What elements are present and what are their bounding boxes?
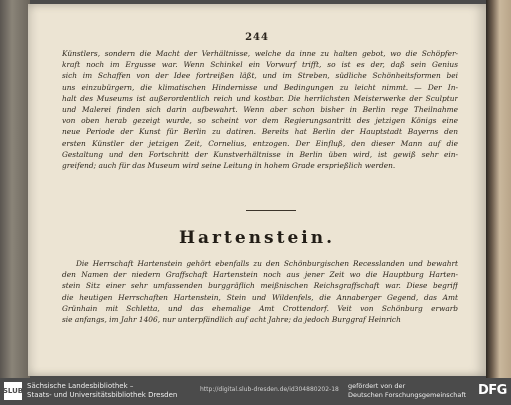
library-line-1: Sächsische Landesbibliothek – xyxy=(27,382,134,390)
section-divider xyxy=(246,210,296,211)
text-line: den Namen der niedern Graffschaft Hartenstein noch aus jener Zeit wo die Hauptburg Harten- xyxy=(62,270,458,280)
section-heading: Hartenstein. xyxy=(178,228,336,248)
book-page xyxy=(28,4,486,376)
text-line: die heutigen Herrschaften Hartenstein, Stein und Wildenfels, die Annaberger Gegend, das Amt xyxy=(62,292,458,302)
text-line: sie anfangs, im Jahr 1406, nur unterpfändlich auf acht Jahre; da jedoch Burggraf Heinrich xyxy=(62,315,401,325)
text-line: von oben herab gezeigt wurde, so scheint vor dem Regierungsantritt des jetzigen Königs eine xyxy=(62,116,458,126)
right-page-edge xyxy=(486,0,511,378)
library-line-2: Staats- und Universitätsbibliothek Dresden xyxy=(27,391,178,399)
slub-logo[interactable]: SLUB xyxy=(4,382,22,400)
left-page-edge xyxy=(0,0,30,378)
text-line: sich im Schaffen von der Idee fortreißen läßt, und im Streben, südliche Schönheitsformen bei xyxy=(62,71,458,81)
permalink-url[interactable]: http://digital.slub-dresden.de/id304880202-18 xyxy=(200,386,339,393)
library-name[interactable] xyxy=(27,382,177,400)
text-line: uns einzubürgern, die klimatischen Hindernisse und Bedingungen zu leicht nimmt. — Der In- xyxy=(62,82,458,92)
text-line: stein Sitz einer sehr umfassenden burggräflich meißnischen Reichsgraffschaft war. Diese begriff xyxy=(62,281,458,291)
text-line: Künstlers, sondern die Macht der Verhältnisse, welche da inne zu halten gebot, wo die Schöpfer- xyxy=(62,49,458,58)
text-line: Gestaltung und den Fortschritt der Kunstverhältnisse in Berlin üben wird, ist gewiß sehr ein- xyxy=(62,149,458,159)
footer-bar xyxy=(0,378,511,405)
text-line: Grünhain mit Schletta, und das ehemalige Amt Crottendorf. Veit von Schönburg erwarb xyxy=(62,303,458,313)
funder-line-1: gefördert von der xyxy=(348,382,406,390)
funder-line-2: Deutschen Forschungsgemeinschaft xyxy=(348,391,467,399)
page-number: 244 xyxy=(245,32,269,43)
text-line: ersten Künstler der jetzigen Zeit, Cornelius, entzogen. Der Einfluß, den dieser Mann auf die xyxy=(62,138,458,148)
text-line: kraft noch im Ergusse war. Wenn Schinkel ein Vorwurf trifft, so ist es der, daß sein Genius xyxy=(62,60,458,70)
paragraph-hartenstein xyxy=(62,258,458,325)
paragraph-museum xyxy=(62,48,458,171)
text-line: halt des Museums ist außerordentlich reich und kostbar. Die herrlichsten Meisterwerke der Sculptur xyxy=(62,93,458,103)
funder-text xyxy=(348,382,466,400)
text-line: greifend; auch für das Museum wird seine Leitung in hohem Grade ersprießlich werden. xyxy=(62,161,396,171)
dfg-logo[interactable]: DFG xyxy=(478,383,507,398)
text-line: Die Herrschaft Hartenstein gehört ebenfalls zu den Schönburgischen Recesslanden und bewahrt xyxy=(76,259,458,268)
text-line: und Malerei finden sich darin aufbewahrt. Wenn aber schon bisher in Berlin rege Theilnahme xyxy=(62,105,458,115)
text-line: neue Periode der Kunst für Berlin zu datiren. Bereits hat Berlin der Hauptstadt Bayerns den xyxy=(62,127,458,137)
